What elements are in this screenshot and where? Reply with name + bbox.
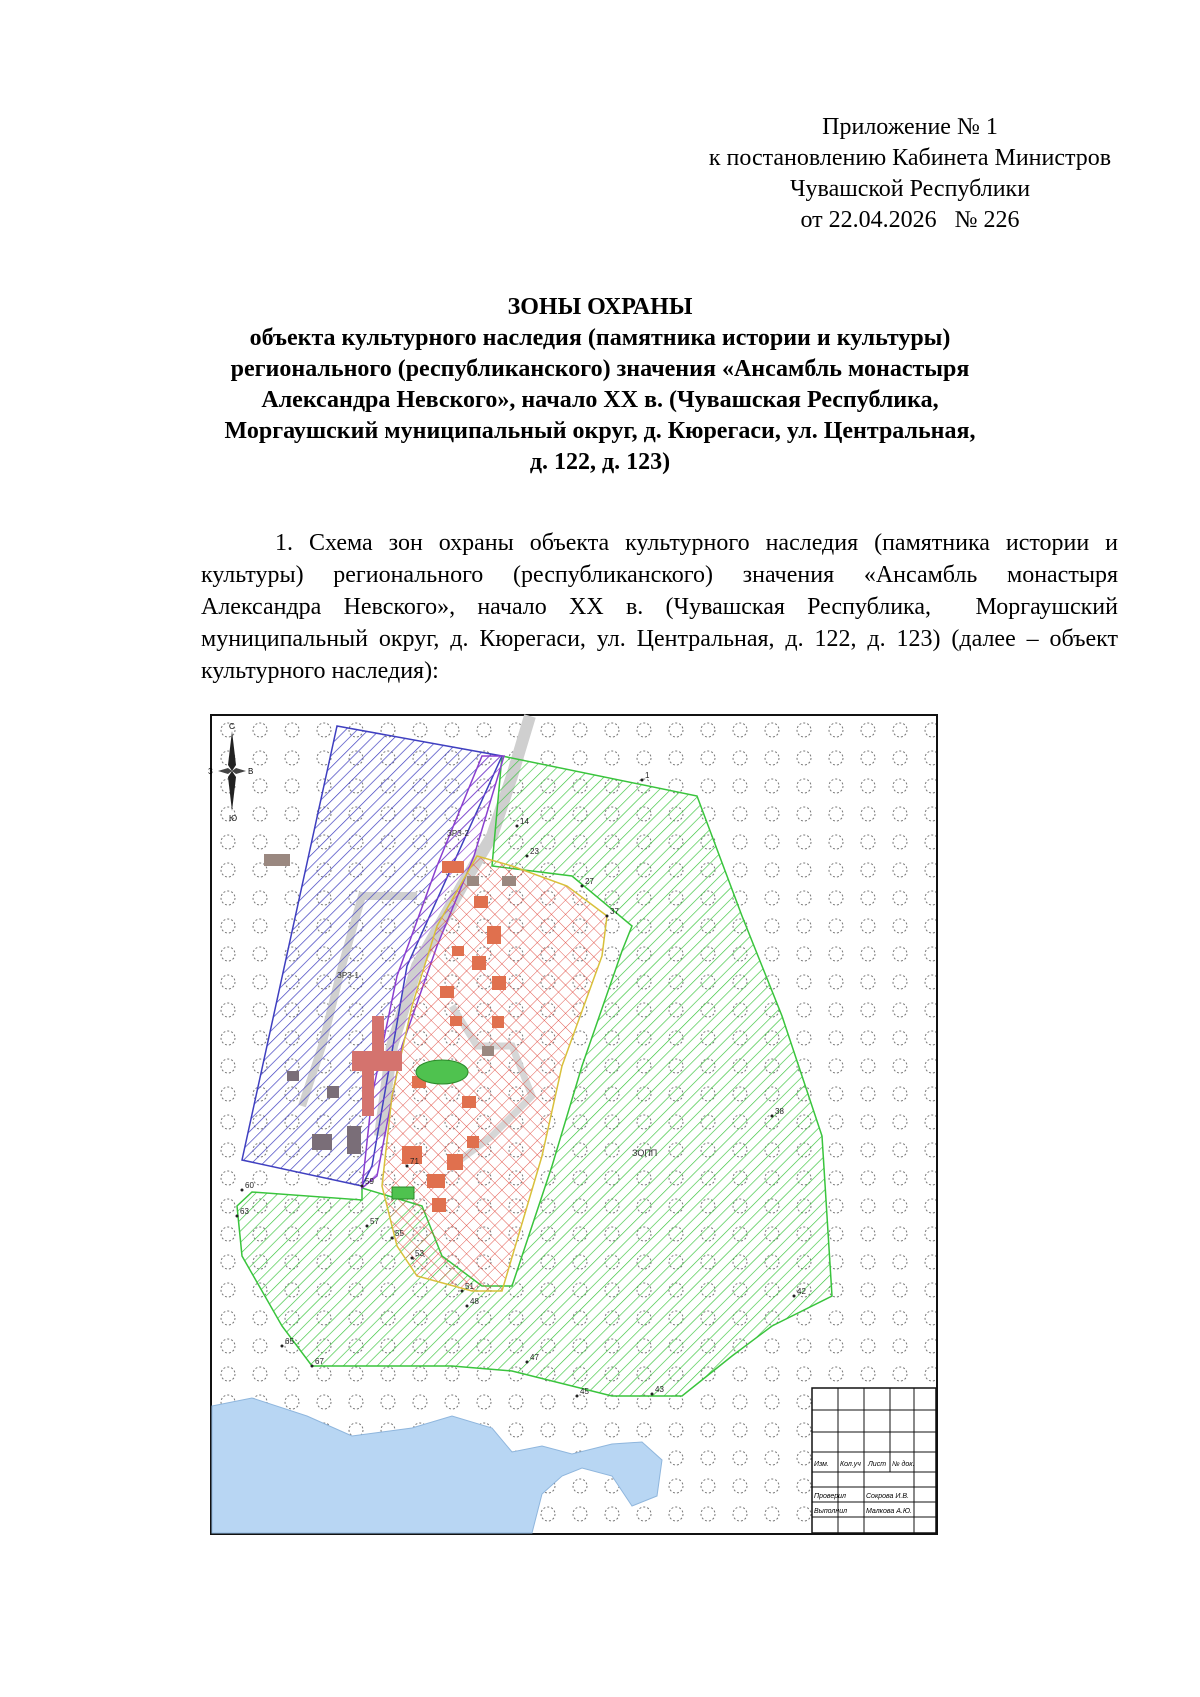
compass-west: З bbox=[208, 767, 213, 776]
annex-block bbox=[660, 112, 1160, 236]
stamp-checked-name: Сокрова И.В. bbox=[866, 1493, 909, 1500]
boundary-point-label: 47 bbox=[530, 1353, 539, 1362]
label-zopp: ЗОПП bbox=[632, 1148, 658, 1158]
boundary-point-label: 51 bbox=[465, 1282, 474, 1291]
title-line-4: Александра Невского», начало XX в. (Чувашская Республика, bbox=[261, 387, 939, 413]
boundary-point-label: 43 bbox=[655, 1385, 664, 1394]
stamp-checked-label: Проверил bbox=[814, 1493, 846, 1500]
boundary-point bbox=[651, 1393, 654, 1396]
boundary-point-label: 71 bbox=[410, 1157, 419, 1166]
boundary-point bbox=[516, 825, 519, 828]
label-zrz2: ЗРЗ-2 bbox=[447, 829, 469, 838]
boundary-point bbox=[406, 1165, 409, 1168]
boundary-point bbox=[391, 1237, 394, 1240]
document-title bbox=[150, 292, 1050, 478]
stamp-header-izm: Изм. bbox=[814, 1461, 829, 1468]
boundary-point bbox=[311, 1365, 314, 1368]
boundary-point-label: 55 bbox=[395, 1229, 404, 1238]
stamp-made-label: Выполнил bbox=[814, 1508, 848, 1515]
compass-east: В bbox=[248, 767, 254, 776]
boundary-point bbox=[771, 1115, 774, 1118]
title-block bbox=[812, 1388, 936, 1533]
title-line-2: объекта культурного наследия (памятника истории и культуры) bbox=[249, 325, 951, 351]
stamp-header-list: Лист bbox=[868, 1461, 887, 1468]
boundary-point-label: 59 bbox=[365, 1177, 374, 1186]
boundary-point bbox=[581, 885, 584, 888]
annex-number: Приложение № 1 bbox=[822, 114, 998, 140]
boundary-point-label: 14 bbox=[520, 817, 529, 826]
boundary-point-label: 67 bbox=[315, 1357, 324, 1366]
annex-republic: Чувашской Республики bbox=[789, 176, 1031, 202]
boundary-point bbox=[466, 1305, 469, 1308]
boundary-point-label: 1 bbox=[645, 771, 650, 780]
boundary-point-label: 45 bbox=[580, 1387, 589, 1396]
title-line-5: Моргаушский муниципальный округ, д. Кюрегаси, ул. Центральная, bbox=[224, 418, 976, 444]
compass-north: С bbox=[229, 722, 235, 731]
boundary-point bbox=[526, 855, 529, 858]
boundary-point bbox=[236, 1215, 239, 1218]
compass-south: Ю bbox=[229, 814, 238, 823]
stamp-header-kol: Кол.уч bbox=[840, 1461, 861, 1468]
boundary-point-label: 38 bbox=[775, 1107, 784, 1116]
boundary-point-label: 42 bbox=[797, 1287, 806, 1296]
boundary-point-label: 48 bbox=[470, 1297, 479, 1306]
stamp-header-doc: № док. bbox=[892, 1461, 915, 1468]
title-line-6: д. 122, д. 123) bbox=[529, 449, 671, 475]
boundary-point bbox=[281, 1345, 284, 1348]
title-line-3: регионального (республиканского) значения «Ансамбль монастыря bbox=[230, 356, 970, 382]
boundary-point bbox=[366, 1225, 369, 1228]
boundary-point-label: 63 bbox=[240, 1207, 249, 1216]
church-garden bbox=[416, 1060, 468, 1084]
boundary-point bbox=[461, 1290, 464, 1293]
boundary-point bbox=[526, 1361, 529, 1364]
annex-date-number: от 22.04.2026 № 226 bbox=[800, 207, 1020, 233]
scheme-paragraph: 1. Схема зон охраны объекта культурного наследия (памятника истории и культуры) регионального (республиканского) значения «Ансамбль монастыря Александра Невского», начало XX в. (Чувашская Республика, Моргаушский муниципальный округ, д. Кюрегаси, ул. Центральная, д. 122, д. 123) (далее – объект культурного наследия): bbox=[201, 530, 1124, 684]
boundary-point bbox=[641, 779, 644, 782]
label-zrz1: ЗРЗ-1 bbox=[337, 971, 359, 980]
annex-resolution: к постановлению Кабинета Министров bbox=[708, 145, 1112, 171]
stamp-made-name: Малкова А.Ю. bbox=[866, 1508, 912, 1515]
boundary-point-label: 27 bbox=[585, 877, 594, 886]
protection-zones-map bbox=[210, 714, 938, 1535]
boundary-point-label: 60 bbox=[245, 1181, 254, 1190]
boundary-point bbox=[361, 1185, 364, 1188]
small-garden bbox=[392, 1187, 414, 1199]
boundary-point-label: 53 bbox=[415, 1249, 424, 1258]
boundary-point bbox=[606, 915, 609, 918]
boundary-point bbox=[411, 1257, 414, 1260]
boundary-point bbox=[793, 1295, 796, 1298]
boundary-point-label: 65 bbox=[285, 1337, 294, 1346]
boundary-point bbox=[576, 1395, 579, 1398]
boundary-point-label: 37 bbox=[610, 907, 619, 916]
map-drawing bbox=[208, 716, 936, 1533]
boundary-point bbox=[241, 1189, 244, 1192]
boundary-point-label: 23 bbox=[530, 847, 539, 856]
title-line-1: ЗОНЫ ОХРАНЫ bbox=[507, 294, 693, 320]
boundary-point-label: 57 bbox=[370, 1217, 379, 1226]
